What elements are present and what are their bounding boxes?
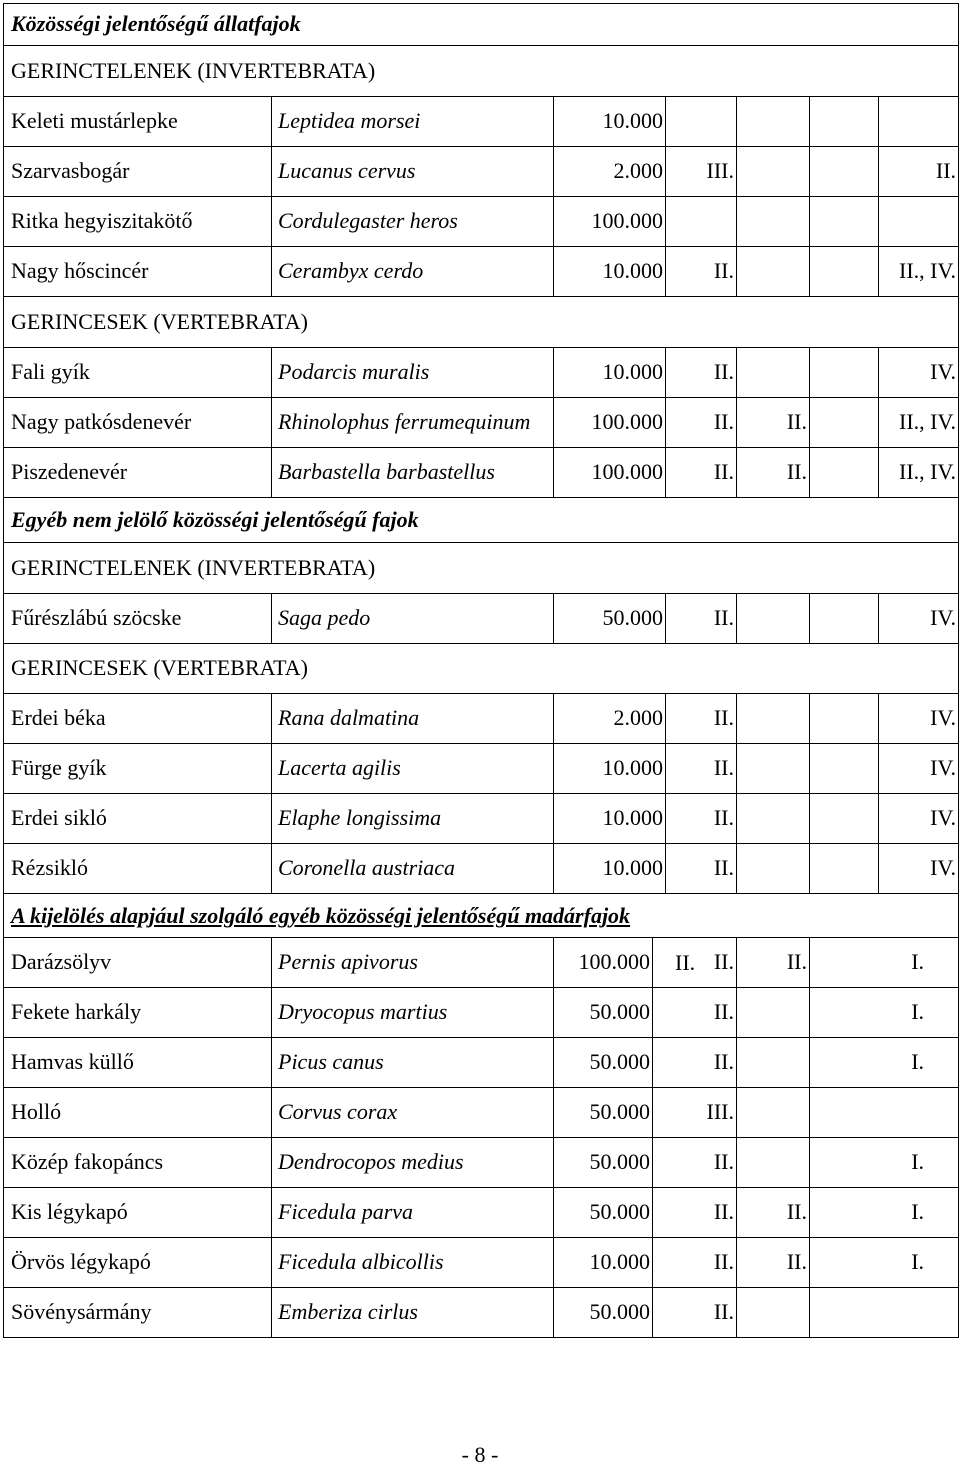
species-common-name: Darázsölyv [4, 938, 272, 988]
cell-mark-4 [879, 97, 959, 147]
group-header-row [4, 644, 959, 694]
cell-mark-2 [737, 1288, 810, 1338]
cell-mark-1: II. [666, 448, 737, 498]
cell-mark-4 [810, 988, 959, 1038]
cell-mark-2: II. [737, 448, 810, 498]
table-row [4, 147, 959, 197]
species-common-name: Örvös légykapó [4, 1238, 272, 1288]
page-number: - 8 - [461, 1442, 499, 1467]
cell-mark-0: II. [675, 949, 696, 975]
table-row [4, 1088, 959, 1138]
species-scientific-name: Cordulegaster heros [272, 197, 554, 247]
group-title: GERINCESEK (VERTEBRATA) [4, 644, 959, 694]
cell-mark-4 [810, 1238, 959, 1288]
cell-mark-3 [810, 794, 879, 844]
species-value: 50.000 [554, 988, 653, 1038]
species-scientific-name: Picus canus [272, 1038, 554, 1088]
cell-mark-1: II. [666, 398, 737, 448]
species-value: 2.000 [554, 694, 666, 744]
species-common-name: Fali gyík [4, 348, 272, 398]
species-common-name: Keleti mustárlepke [4, 97, 272, 147]
species-value: 50.000 [554, 1038, 653, 1088]
cell-mark-3 [810, 744, 879, 794]
species-value: 100.000 [554, 398, 666, 448]
cell-mark-3 [810, 147, 879, 197]
cell-mark-3 [810, 594, 879, 644]
species-value: 50.000 [554, 594, 666, 644]
cell-mark-1: II. [653, 1038, 737, 1088]
species-common-name: Piszedenevér [4, 448, 272, 498]
cell-mark-4-text: I. [911, 1149, 925, 1175]
cell-mark-4: IV. [879, 348, 959, 398]
species-value: 10.000 [554, 794, 666, 844]
cell-mark-1-text: II. [713, 949, 734, 975]
species-common-name: Fürge gyík [4, 744, 272, 794]
species-scientific-name: Saga pedo [272, 594, 554, 644]
cell-mark-3 [810, 694, 879, 744]
cell-mark-1: II. [653, 1238, 737, 1288]
cell-mark-4: IV. [879, 794, 959, 844]
group-title: GERINCTELENEK (INVERTEBRATA) [4, 543, 959, 594]
species-value: 2.000 [554, 147, 666, 197]
species-scientific-name: Lucanus cervus [272, 147, 554, 197]
table-row [4, 448, 959, 498]
cell-mark-4 [810, 1188, 959, 1238]
species-common-name: Erdei béka [4, 694, 272, 744]
group-title: GERINCTELENEK (INVERTEBRATA) [4, 46, 959, 97]
species-scientific-name: Podarcis muralis [272, 348, 554, 398]
species-value: 10.000 [554, 844, 666, 894]
cell-mark-1: III. [666, 147, 737, 197]
cell-mark-2 [737, 1038, 810, 1088]
cell-mark-4: II., IV. [879, 448, 959, 498]
group-header-row [4, 297, 959, 348]
cell-mark-2: II. [737, 398, 810, 448]
section-header-row [4, 498, 959, 543]
table-row [4, 594, 959, 644]
cell-mark-2: II. [737, 938, 810, 988]
cell-mark-1: II. [653, 1288, 737, 1338]
cell-mark-2 [737, 147, 810, 197]
species-value: 100.000 [554, 448, 666, 498]
species-scientific-name: Cerambyx cerdo [272, 247, 554, 297]
species-value: 10.000 [554, 348, 666, 398]
cell-mark-4-text: I. [911, 1199, 925, 1225]
table-row [4, 247, 959, 297]
table-row [4, 694, 959, 744]
cell-mark-4-text: I. [911, 999, 925, 1025]
species-value: 50.000 [554, 1188, 653, 1238]
table-row [4, 1238, 959, 1288]
species-common-name: Szarvasbogár [4, 147, 272, 197]
species-value: 10.000 [554, 744, 666, 794]
document-page [3, 3, 958, 1338]
cell-mark-4: IV. [879, 594, 959, 644]
table-row [4, 844, 959, 894]
cell-mark-2 [737, 197, 810, 247]
species-common-name: Fűrészlábú szöcske [4, 594, 272, 644]
cell-mark-4: IV. [879, 844, 959, 894]
cell-mark-2 [737, 794, 810, 844]
cell-mark-1 [653, 938, 737, 988]
cell-mark-4 [810, 1138, 959, 1188]
cell-mark-3 [810, 844, 879, 894]
species-scientific-name: Leptidea morsei [272, 97, 554, 147]
species-common-name: Közép fakopáncs [4, 1138, 272, 1188]
cell-mark-2 [737, 1138, 810, 1188]
species-common-name: Ritka hegyiszitakötő [4, 197, 272, 247]
cell-mark-4 [810, 1038, 959, 1088]
cell-mark-1: II. [666, 594, 737, 644]
cell-mark-2 [737, 247, 810, 297]
cell-mark-2 [737, 844, 810, 894]
cell-mark-4-text: I. [911, 1249, 925, 1275]
cell-mark-3 [810, 197, 879, 247]
cell-mark-4 [810, 1088, 959, 1138]
cell-mark-2: II. [737, 1188, 810, 1238]
cell-mark-1: III. [653, 1088, 737, 1138]
species-common-name: Erdei sikló [4, 794, 272, 844]
cell-mark-3 [810, 448, 879, 498]
species-value: 100.000 [554, 938, 653, 988]
cell-mark-1: II. [666, 247, 737, 297]
species-scientific-name: Ficedula parva [272, 1188, 554, 1238]
cell-mark-1 [666, 197, 737, 247]
table-row [4, 1038, 959, 1088]
cell-mark-3 [810, 97, 879, 147]
cell-mark-2 [737, 1088, 810, 1138]
species-scientific-name: Barbastella barbastellus [272, 448, 554, 498]
table-row [4, 97, 959, 147]
cell-mark-3 [810, 348, 879, 398]
species-scientific-name: Lacerta agilis [272, 744, 554, 794]
cell-mark-1: II. [653, 988, 737, 1038]
section-title-text: A kijelölés alapjául szolgáló egyéb közösségi jelentőségű madárfajok [11, 903, 631, 929]
table-row [4, 1288, 959, 1338]
section-header-row [4, 4, 959, 46]
table-row [4, 794, 959, 844]
species-scientific-name: Ficedula albicollis [272, 1238, 554, 1288]
species-scientific-name: Rana dalmatina [272, 694, 554, 744]
species-scientific-name: Rhinolophus ferrumequinum [272, 398, 554, 448]
cell-mark-4: II. [879, 147, 959, 197]
table-row [4, 938, 959, 988]
species-scientific-name: Emberiza cirlus [272, 1288, 554, 1338]
cell-mark-4: II., IV. [879, 398, 959, 448]
table-row [4, 744, 959, 794]
species-common-name: Holló [4, 1088, 272, 1138]
cell-mark-2 [737, 744, 810, 794]
group-title: GERINCESEK (VERTEBRATA) [4, 297, 959, 348]
cell-mark-4: IV. [879, 744, 959, 794]
species-common-name: Sövénysármány [4, 1288, 272, 1338]
section-header-row [4, 894, 959, 938]
species-scientific-name: Pernis apivorus [272, 938, 554, 988]
species-common-name: Fekete harkály [4, 988, 272, 1038]
cell-mark-1: II. [666, 794, 737, 844]
table-row [4, 1138, 959, 1188]
cell-mark-2 [737, 97, 810, 147]
cell-mark-1: II. [666, 744, 737, 794]
group-header-row [4, 46, 959, 97]
cell-mark-1: II. [653, 1138, 737, 1188]
cell-mark-2 [737, 594, 810, 644]
cell-mark-4 [879, 197, 959, 247]
group-header-row [4, 543, 959, 594]
cell-mark-1: II. [653, 1188, 737, 1238]
species-common-name: Nagy patkósdenevér [4, 398, 272, 448]
table-row [4, 398, 959, 448]
cell-mark-1: II. [666, 844, 737, 894]
table-row [4, 197, 959, 247]
cell-mark-2 [737, 348, 810, 398]
cell-mark-2 [737, 988, 810, 1038]
section-title [4, 894, 959, 938]
table-row [4, 1188, 959, 1238]
species-value: 50.000 [554, 1088, 653, 1138]
cell-mark-4 [810, 1288, 959, 1338]
cell-mark-3 [810, 247, 879, 297]
species-scientific-name: Coronella austriaca [272, 844, 554, 894]
section-title: Egyéb nem jelölő közösségi jelentőségű fajok [4, 498, 959, 543]
species-table [3, 3, 959, 1338]
species-common-name: Rézsikló [4, 844, 272, 894]
cell-mark-4 [810, 938, 959, 988]
species-common-name: Nagy hőscincér [4, 247, 272, 297]
species-value: 100.000 [554, 197, 666, 247]
species-scientific-name: Corvus corax [272, 1088, 554, 1138]
cell-mark-1: II. [666, 348, 737, 398]
section-title: Közösségi jelentőségű állatfajok [4, 4, 959, 46]
species-value: 50.000 [554, 1138, 653, 1188]
table-row [4, 348, 959, 398]
cell-mark-4-text: I. [911, 1049, 925, 1075]
table-row [4, 988, 959, 1038]
cell-mark-2 [737, 694, 810, 744]
species-scientific-name: Elaphe longissima [272, 794, 554, 844]
species-value: 10.000 [554, 1238, 653, 1288]
cell-mark-3 [810, 398, 879, 448]
species-common-name: Hamvas küllő [4, 1038, 272, 1088]
species-value: 10.000 [554, 247, 666, 297]
cell-mark-2: II. [737, 1238, 810, 1288]
cell-mark-1 [666, 97, 737, 147]
cell-mark-4: II., IV. [879, 247, 959, 297]
cell-mark-1: II. [666, 694, 737, 744]
cell-mark-4: IV. [879, 694, 959, 744]
species-common-name: Kis légykapó [4, 1188, 272, 1238]
species-value: 50.000 [554, 1288, 653, 1338]
species-scientific-name: Dendrocopos medius [272, 1138, 554, 1188]
species-scientific-name: Dryocopus martius [272, 988, 554, 1038]
species-value: 10.000 [554, 97, 666, 147]
cell-mark-4-text: I. [911, 949, 925, 975]
